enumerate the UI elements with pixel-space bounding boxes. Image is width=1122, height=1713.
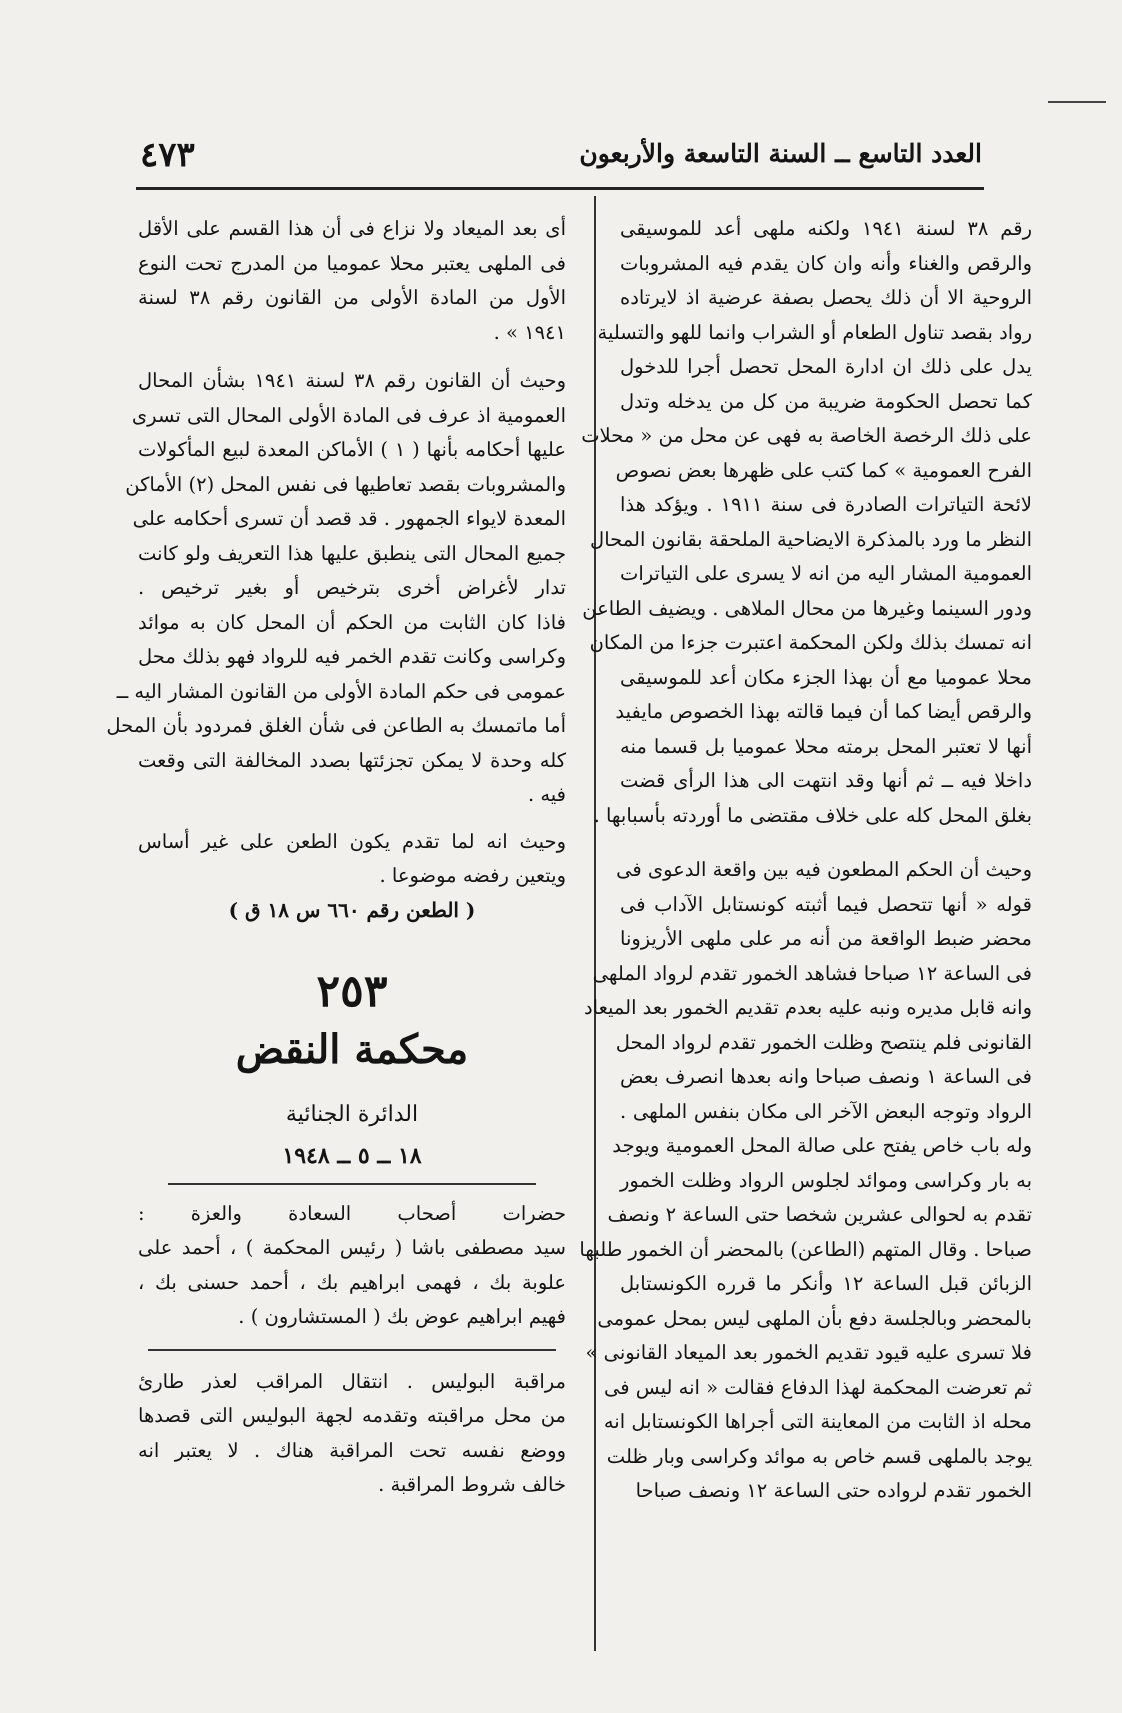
text-line: صباحا . وقال المتهم (الطاعن) بالمحضر أن الخمور طلبها xyxy=(579,1237,1032,1261)
text-line: القانونى فلم ينتصح وظلت الخمور تقدم لرواد المحل xyxy=(615,1030,1032,1054)
text-line: عليها أحكامه بأنها ( ١ ) الأماكن المعدة لبيع المأكولات xyxy=(138,438,566,461)
text-line: وحيث أن الحكم المطعون فيه بين واقعة الدعوى فى xyxy=(616,858,1032,881)
text-line: فلا تسرى عليه قيود تقديم الخمور بعد الميعاد القانونى » xyxy=(585,1341,1032,1364)
text-line: فيه . xyxy=(527,783,566,806)
text-line: كله وحدة لا يمكن تجزئتها بصدد المخالفة التى وقعت xyxy=(138,748,566,772)
text-line: على ذلك الرخصة الخاصة به فهى عن محل من « محلات xyxy=(581,424,1032,447)
text-line: ١٩٤١ » . xyxy=(493,320,566,344)
text-line: تدار لأغراض أخرى بترخيص أو بغير ترخيص . xyxy=(138,576,566,599)
text-line: يوجد بالملهى قسم خاص به موائد وكراسى وبار ظلت xyxy=(606,1444,1032,1468)
text-line: عمومى فى حكم المادة الأولى من القانون المشار اليه ــ xyxy=(116,679,566,703)
text-line: وحيث أن القانون رقم ٣٨ لسنة ١٩٤١ بشأن المحال xyxy=(138,369,566,392)
text-line: وانه قابل مديره ونبه عليه بعدم تقديم الخمور بعد الميعاد xyxy=(583,996,1032,1019)
corner-rule xyxy=(1048,101,1106,103)
headnote xyxy=(138,1365,566,1503)
section-separator xyxy=(168,1183,536,1185)
text-line: وحيث انه لما تقدم يكون الطعن على غير أساس xyxy=(138,829,566,853)
text-line: جميع المحال التى ينطبق عليها هذا التعريف ولو كانت xyxy=(138,541,566,565)
text-line: أنها لا تعتبر المحل برمته محلا عموميا بل قسما منه xyxy=(620,734,1032,758)
text-line: الفرح العمومية » كما كتب على ظهرها بعض نصوص xyxy=(615,458,1032,482)
text-line: محلا عموميا مع أن بهذا الجزء مكان أعد للموسيقى xyxy=(620,665,1032,689)
text-line: رقم ٣٨ لسنة ١٩٤١ ولكنه ملهى أعد للموسيقى xyxy=(620,217,1032,240)
text-line: انه تمسك بذلك ولكن المحكمة اعتبرت جزءا من المكان xyxy=(589,631,1032,654)
text-line: ووضع نفسه تحت المراقبة هناك . لا يعتبر انه xyxy=(138,1438,566,1462)
left-paragraph-3 xyxy=(138,825,566,894)
text-line: المعدة لايواء الجمهور . قد قصد أن تسرى أحكامه على xyxy=(132,507,566,530)
text-line: محله اذ الثابت من المعاينة التى أجراها الكونستابل انه xyxy=(603,1410,1032,1433)
text-line: خالف شروط المراقبة . xyxy=(378,1473,566,1496)
text-line: والرقص والغناء وأنه وان كان يقدم فيه المشروبات xyxy=(620,251,1032,275)
page-header xyxy=(140,135,982,187)
text-line: الروحية الا أن ذلك يحصل بصفة عرضية اذ لايرتاده xyxy=(620,286,1032,309)
text-line: وكراسى وكانت تقدم الخمر فيه للرواد فهو بذلك محل xyxy=(138,645,566,668)
page-number: ٤٧٣ xyxy=(140,135,195,175)
right-column xyxy=(579,212,1032,1509)
text-line: النظر ما ورد بالمذكرة الايضاحية الملحقة بقانون المحال xyxy=(590,527,1032,551)
headnote-separator xyxy=(148,1349,556,1351)
case-number: ٢٥٣ xyxy=(316,965,388,1017)
text-line: علوبة بك ، فهمى ابراهيم بك ، أحمد حسنى بك ، xyxy=(138,1270,566,1294)
text-line: وله باب خاص يفتح على صالة المحل العمومية ويوجد xyxy=(612,1134,1032,1157)
text-line: العمومية اذ عرف فى المادة الأولى المحال التى تسرى xyxy=(131,403,566,427)
text-line: أى بعد الميعاد ولا نزاع فى أن هذا القسم على الأقل xyxy=(138,217,566,240)
text-line: ويتعين رفضه موضوعا . xyxy=(379,864,566,887)
left-column xyxy=(106,212,566,1503)
header-rule xyxy=(136,187,984,190)
text-line: من محل مراقبته وتقدمه لجهة البوليس التى قصدها xyxy=(138,1404,566,1427)
text-line: فهيم ابراهيم عوض بك ( المستشارون ) . xyxy=(238,1305,566,1328)
text-line: سيد مصطفى باشا ( رئيس المحكمة ) ، أحمد على xyxy=(138,1236,566,1259)
text-line: فاذا كان الثابت من الحكم أن المحل كان به موائد xyxy=(138,610,566,634)
ruling-date: ١٨ ــ ٥ ــ ١٩٤٨ xyxy=(282,1142,422,1169)
text-line: الرواد وتوجه البعض الآخر الى مكان بنفس الملهى . xyxy=(620,1099,1032,1123)
text-line: بغلق المحل كله على خلاف مقتضى ما أوردته بأسبابها . xyxy=(593,803,1032,827)
circuit-name: الدائرة الجنائية xyxy=(285,1101,419,1127)
text-line: ثم تعرضت المحكمة لهذا الدفاع فقالت « انه ليس فى xyxy=(604,1375,1032,1399)
right-paragraph-1 xyxy=(581,212,1032,833)
text-line: به بار وكراسى وموائد لجلوس الرواد وظلت الخمور xyxy=(620,1168,1032,1192)
judges-list xyxy=(138,1197,566,1335)
text-line: العمومية المشار اليه من انه لا يسرى على التياترات xyxy=(620,562,1032,585)
text-line: والمشروبات بقصد تعاطيها فى نفس المحل (٢) الأماكن xyxy=(125,472,566,496)
running-head: العدد التاسع ــ السنة التاسعة والأربعون xyxy=(579,139,982,168)
text-line: فى الساعة ١٢ صباحا فشاهد الخمور تقدم لرواد الملهى xyxy=(592,961,1032,985)
text-line: ودور السينما وغيرها من محال الملاهى . ويضيف الطاعن xyxy=(582,596,1032,620)
left-paragraph-2 xyxy=(106,364,566,813)
text-line: محضر ضبط الواقعة من أنه مر على ملهى الأريزونا xyxy=(620,927,1032,950)
text-line: الزبائن قبل الساعة ١٢ وأنكر ما قرره الكونستابل xyxy=(620,1272,1032,1295)
right-paragraph-2 xyxy=(579,853,1032,1509)
text-line: تقدم به لحوالى عشرين شخصا حتى الساعة ٢ ونصف xyxy=(607,1203,1032,1226)
text-line: داخلا فيه ــ ثم أنها وقد انتهت الى هذا الرأى قضت xyxy=(620,769,1032,792)
text-line: أما ماتمسك به الطاعن فى شأن الغلق فمردود بأن المحل xyxy=(106,714,566,737)
left-paragraph-1 xyxy=(138,212,566,350)
text-line: قوله « أنها تتحصل فيما أثبته كونستابل الآداب فى xyxy=(620,892,1032,916)
text-line: بالمحضر وبالجلسة دفع بأن الملهى ليس بمحل عمومى xyxy=(597,1306,1032,1330)
column-divider xyxy=(594,196,596,1651)
text-line: مراقبة البوليس . انتقال المراقب لعذر طارئ xyxy=(138,1369,566,1393)
text-line: رواد بقصد تناول الطعام أو الشراب وانما للهو والتسلية xyxy=(597,320,1032,344)
text-line: والرقص أيضا كما أن فيما قالته بهذا الخصوص مايفيد xyxy=(615,700,1032,723)
court-name: محكمة النقض xyxy=(235,1025,469,1073)
text-line: كما تحصل الحكومة ضريبة من كل من يدخله وتدل xyxy=(620,389,1032,413)
text-line: الخمور تقدم لرواده حتى الساعة ١٢ ونصف صباحا xyxy=(635,1479,1032,1502)
text-line: الأول من المادة الأولى من القانون رقم ٣٨ لسنة xyxy=(138,286,566,309)
text-line: يدل على ذلك ان ادارة المحل تحصل أجرا للدخول xyxy=(620,355,1032,378)
appeal-citation: ( الطعن رقم ٦٦٠ س ١٨ ق ) xyxy=(228,897,476,922)
text-line: لائحة التياترات الصادرة فى سنة ١٩١١ . ويؤكد هذا xyxy=(620,493,1032,516)
text-line: حضرات أصحاب السعادة والعزة : xyxy=(138,1201,566,1225)
text-line: فى الملهى يعتبر محلا عموميا من المدرج تحت النوع xyxy=(138,251,566,275)
text-line: فى الساعة ١ ونصف صباحا وانه بعدها انصرف بعض xyxy=(620,1065,1032,1088)
